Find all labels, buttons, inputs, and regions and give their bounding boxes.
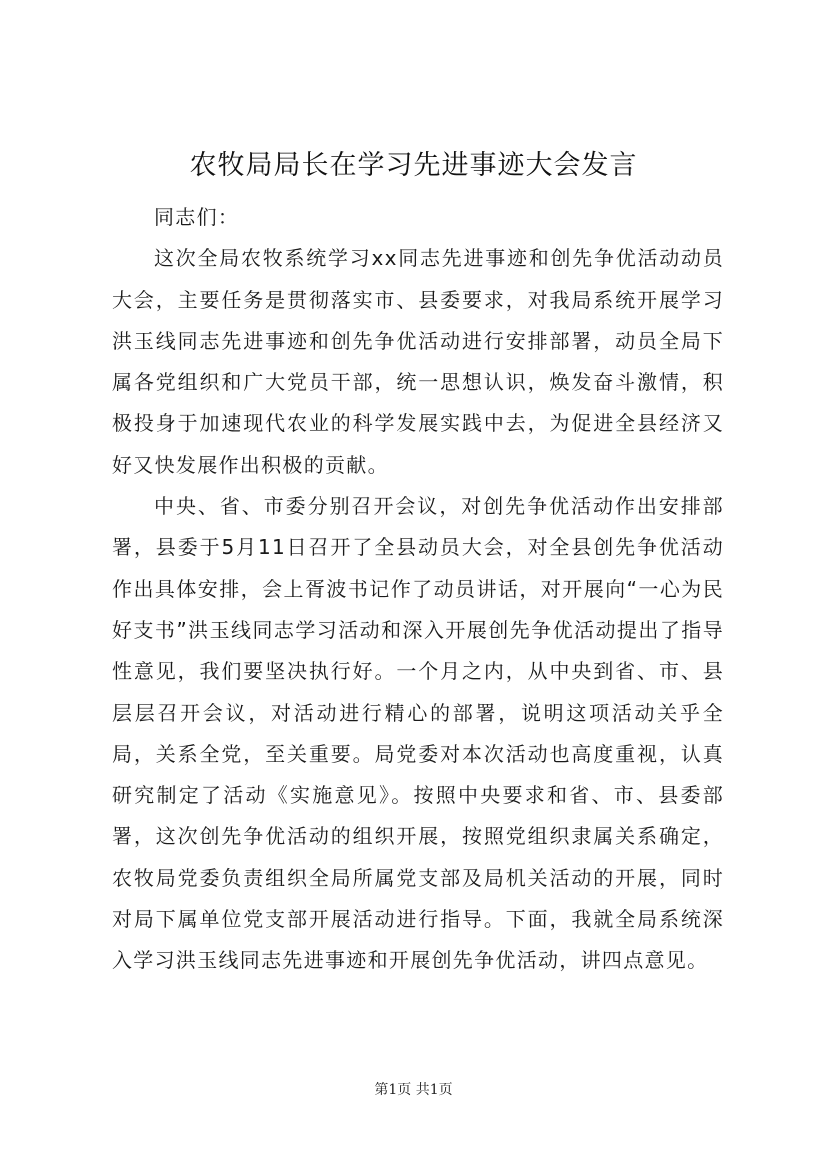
page-footer: 第1页 共1页: [374, 1082, 453, 1098]
salutation: 同志们：: [154, 205, 240, 229]
document-title: 农牧局局长在学习先进事迹大会发言: [189, 150, 638, 181]
document-body: [112, 197, 724, 982]
paragraph-2: 中央、省、市委分别召开会议，对创先争优活动作出安排部署，县委于5月11日召开了全县动员大会，对全县创先争优活动作出具体安排，会上胥波书记作了动员讲话，对开展向“一心为民好支书”洪玉线同志学习活动和深入开展创先争优活动提出了指导性意见，我们要坚决执行好。一个月之内，从中央到省、市、县层层召开会议，对活动进行精心的部署，说明这项活动关乎全局，关系全党，至关重要。局党委对本次活动也高度重视，认真研究制定了活动《实施意见》。按照中央要求和省、市、县委部署，这次创先争优活动的组织开展，按照党组织隶属关系确定，农牧局党委负责组织全局所属党支部及局机关活动的开展，同时对局下属单位党支部开展活动进行指导。下面，我就全局系统深入学习洪玉线同志先进事迹和开展创先争优活动，讲四点意见。: [112, 494, 724, 973]
paragraph-1: 这次全局农牧系统学习xx同志先进事迹和创先争优活动动员大会，主要任务是贯彻落实市、县委要求，对我局系统开展学习洪玉线同志先进事迹和创先争优活动进行安排部署，动员全局下属各党组织和广大党员干部，统一思想认识，焕发奋斗激情，积极投身于加速现代农业的科学发展实践中去，为促进全县经济又好又快发展作出积极的贡献。: [112, 246, 724, 477]
